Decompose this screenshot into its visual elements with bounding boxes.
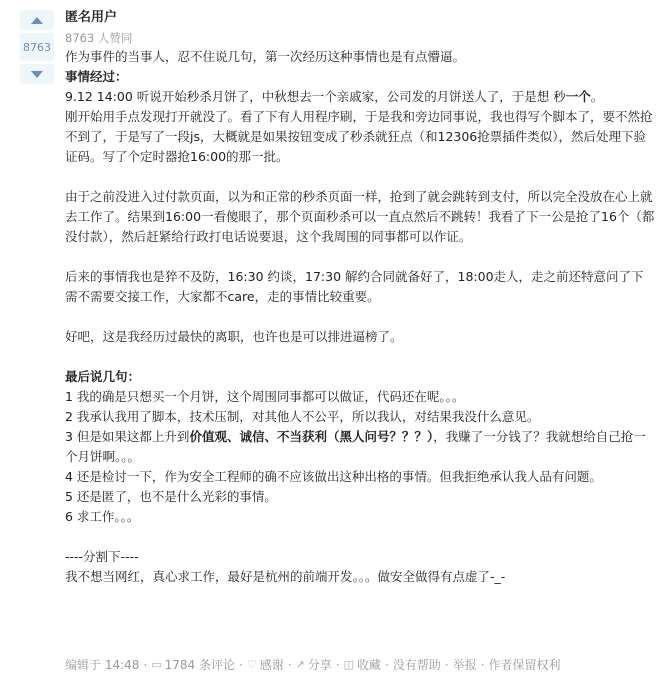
thanks-button[interactable] bbox=[247, 656, 284, 673]
thanks-label: 感谢 bbox=[259, 658, 284, 672]
p1-text-c: 。 bbox=[590, 89, 604, 104]
vote-widget bbox=[20, 10, 54, 84]
comments-label: 1784 条评论 bbox=[164, 658, 235, 672]
p1-text-a: 9.12 14:00 听说开始秒杀月饼了，中秋想去一个亲戚家，公司发的月饼送人了，于是想 秒 bbox=[65, 89, 566, 104]
l3-text-a: 3 但是如果这都上升到 bbox=[65, 429, 190, 444]
author-name: 匿名用户 bbox=[65, 10, 118, 25]
list-item bbox=[65, 427, 655, 467]
closing-text: 我不想当网红，真心求工作，最好是杭州的前端开发。。。做安全做得有点虚了-_- bbox=[65, 569, 506, 584]
share-button[interactable] bbox=[296, 656, 332, 673]
list-item: 2 我承认我用了脚本，技术压制，对其他人不公平，所以我认，对结果我没什么意见。 bbox=[65, 409, 540, 424]
answer-paragraph-4: 好吧，这是我经历过最快的离职，也许也是可以排进逼榜了。 bbox=[65, 329, 403, 344]
answer-body bbox=[65, 47, 655, 587]
vote-count: 8763 bbox=[20, 33, 54, 61]
downvote-button[interactable] bbox=[20, 64, 54, 84]
list-item: 5 还是匿了，也不是什么光彩的事情。 bbox=[65, 489, 277, 504]
list-item: 4 还是检讨一下，作为安全工程师的确不应该做出这种出格的事情。但我拒绝承认我人品有问题。 bbox=[65, 469, 602, 484]
collect-button[interactable] bbox=[344, 656, 381, 673]
section-heading-final: 最后说几句： bbox=[65, 369, 141, 384]
edited-time[interactable]: 编辑于 14:48 bbox=[65, 658, 140, 672]
copyright-link[interactable]: 作者保留权利 bbox=[488, 658, 561, 672]
upvote-arrow-icon bbox=[31, 17, 43, 24]
comments-button[interactable] bbox=[151, 656, 235, 673]
answer-intro: 作为事件的当事人，忍不住说几句，第一次经历这种事情也是有点懵逼。 bbox=[65, 49, 466, 64]
divider-text: ----分割下---- bbox=[65, 549, 139, 564]
list-item: 1 我的确是只想买一个月饼，这个周围同事都可以做证，代码还在呢。。。 bbox=[65, 389, 465, 404]
vote-summary[interactable]: 8763 人赞同 bbox=[65, 31, 133, 45]
answer-content bbox=[65, 9, 655, 587]
comment-icon: ▭ bbox=[151, 658, 162, 671]
share-icon: ↗ bbox=[295, 658, 305, 671]
l3-text-bold: 价值观、诚信、不当获利（黑人问号？？？） bbox=[189, 429, 434, 444]
no-help-button[interactable]: 没有帮助 bbox=[392, 658, 441, 672]
answer-paragraph-3: 后来的事情我也是猝不及防，16:30 约谈，17:30 解约合同就备好了，18:00走人，走之前还特意问了下需不需要交接工作，大家都不care，走的事情比较重要。 bbox=[65, 269, 644, 304]
upvote-button[interactable] bbox=[20, 10, 54, 30]
l3-text-c: ，我赚了一分钱了？我就想给自己抢一个月饼啊。。。 bbox=[65, 429, 646, 464]
heart-icon: ♡ bbox=[246, 658, 257, 671]
answer-paragraph-1 bbox=[65, 87, 655, 107]
p1-text-bold: 一个 bbox=[565, 89, 591, 104]
collect-label: 收藏 bbox=[357, 658, 382, 672]
downvote-arrow-icon bbox=[31, 71, 43, 78]
list-item: 6 求工作。。。 bbox=[65, 509, 140, 524]
answer-paragraph-1-rest: 刚开始用手点发现打开就没了。看了下有人用程序刷，于是我和旁边同事说，我也得写个脚本了，要不然抢不到了，于是写了一段js，大概就是如果按钮变成了秒杀就狂点（和12306抢票插件类似），然后处理下验证码。写了个定时器抢16:00的那一批。 bbox=[65, 109, 653, 164]
report-button[interactable]: 举报 bbox=[452, 658, 477, 672]
bookmark-icon: ◫ bbox=[343, 658, 355, 671]
share-label: 分享 bbox=[307, 658, 332, 672]
answer-paragraph-2: 由于之前没进入过付款页面，以为和正常的秒杀页面一样，抢到了就会跳转到支付，所以完全没放在心上就去工作了。结果到16:00一看傻眼了，那个页面秒杀可以一直点然后不跳转！我看了下一公是抢了16个（都没付款），然后赶紧给行政打电话说要退，这个我周围的同事都可以作证。 bbox=[65, 189, 655, 244]
answer-meta-bar: 编辑于 14:48 · ▭ 1784 条评论 · ♡ 感谢 · ↗ 分享 · ◫ 收藏 · 没有帮助 · 举报 · 作者保留权利 bbox=[65, 657, 561, 672]
section-heading-process: 事情经过： bbox=[65, 69, 128, 84]
